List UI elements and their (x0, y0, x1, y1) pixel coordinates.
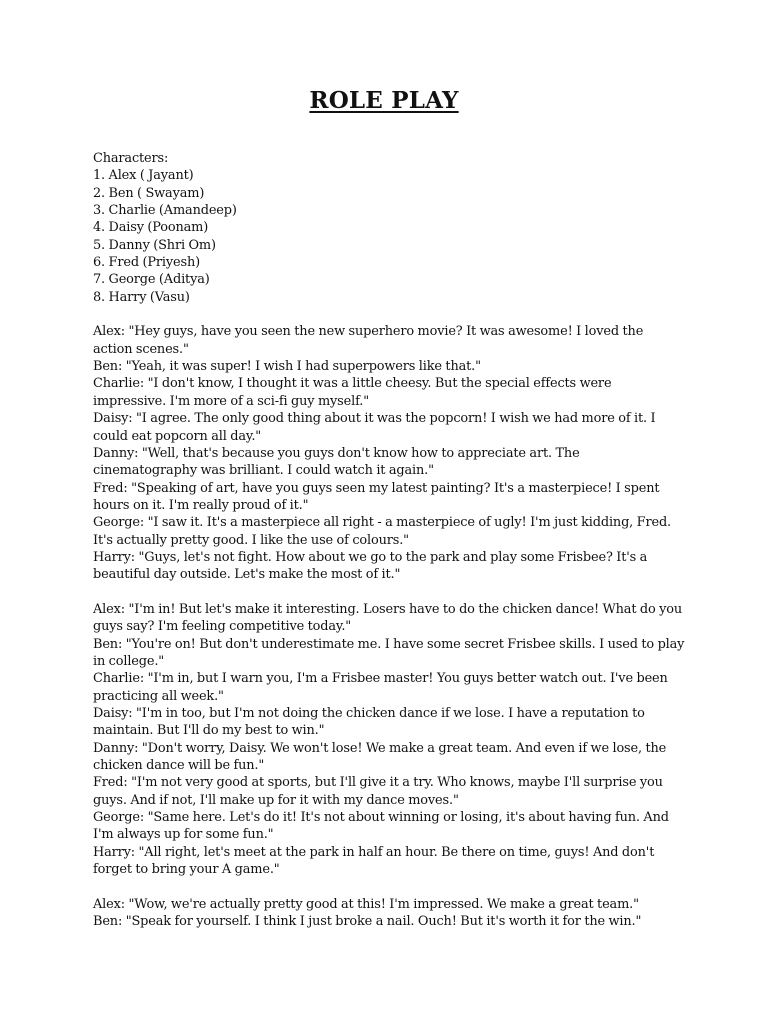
characters-section (93, 150, 693, 306)
dialogue-line: Charlie: "I'm in, but I warn you, I'm a Frisbee master! You guys better watch out. I've been (93, 671, 668, 687)
character-item: 3. Charlie (Amandeep) (93, 203, 237, 219)
dialogue-line: Harry: "Guys, let's not fight. How about we go to the park and play some Frisbee? It's a (93, 549, 648, 565)
paragraph-gap (93, 306, 693, 323)
character-item: 4. Daisy (Poonam) (93, 220, 209, 236)
dialogue-line: practicing all week." (93, 688, 224, 704)
dialogue-line: maintain. But I'll do my best to win." (93, 723, 325, 739)
scene-1-dialogue (93, 323, 693, 583)
dialogue-line: hours on it. I'm really proud of it." (93, 497, 309, 513)
paragraph-gap (93, 878, 693, 895)
dialogue-line: George: "I saw it. It's a masterpiece all right - a masterpiece of ugly! I'm just kidding, Fred. (93, 515, 672, 531)
dialogue-line: Fred: "I'm not very good at sports, but I'll give it a try. Who knows, maybe I'll surprise you (93, 775, 663, 791)
character-item: 8. Harry (Vasu) (93, 289, 190, 305)
dialogue-line: Harry: "All right, let's meet at the park in half an hour. Be there on time, guys! And don't (93, 844, 655, 860)
dialogue-line: chicken dance will be fun." (93, 758, 265, 774)
characters-list (93, 167, 693, 306)
dialogue-line: Alex: "Wow, we're actually pretty good at this! I'm impressed. We make a great team." (93, 896, 639, 912)
dialogue-line: It's actually pretty good. I like the use of colours." (93, 532, 409, 548)
character-item: 5. Danny (Shri Om) (93, 237, 216, 253)
dialogue-line: Daisy: "I'm in too, but I'm not doing the chicken dance if we lose. I have a reputation to (93, 706, 645, 721)
dialogue-line: Ben: "Yeah, it was super! I wish I had superpowers like that." (93, 359, 481, 375)
character-item: 1. Alex ( Jayant) (93, 168, 194, 184)
dialogue-line: Ben: "You're on! But don't underestimate me. I have some secret Frisbee skills. I used to play (93, 636, 685, 652)
dialogue-line: Alex: "I'm in! But let's make it interesting. Losers have to do the chicken dance! What do you (93, 601, 683, 617)
dialogue-line: in college." (93, 653, 165, 669)
character-item: 7. George (Aditya) (93, 272, 210, 288)
dialogue-line: Fred: "Speaking of art, have you guys seen my latest painting? It's a masterpiece! I spent (93, 480, 660, 496)
dialogue-line: could eat popcorn all day." (93, 428, 262, 444)
dialogue-line: Danny: "Well, that's because you guys don't know how to appreciate art. The (93, 445, 580, 461)
scene-3-dialogue (93, 896, 693, 931)
dialogue-line: impressive. I'm more of a sci-fi guy myself." (93, 393, 369, 409)
dialogue-line: I'm always up for some fun." (93, 827, 274, 843)
dialogue-line: Danny: "Don't worry, Daisy. We won't lose! We make a great team. And even if we lose, the (93, 740, 667, 756)
dialogue-line: George: "Same here. Let's do it! It's not about winning or losing, it's about having fun. And (93, 810, 669, 826)
character-item: 2. Ben ( Swayam) (93, 185, 205, 201)
document-body (93, 150, 693, 930)
dialogue-line: guys. And if not, I'll make up for it with my dance moves." (93, 792, 459, 808)
characters-heading: Characters: (93, 151, 169, 166)
dialogue-line: Charlie: "I don't know, I thought it was a little cheesy. But the special effects were (93, 376, 612, 392)
dialogue-line: Ben: "Speak for yourself. I think I just broke a nail. Ouch! But it's worth it for the win." (93, 914, 642, 930)
character-item: 6. Fred (Priyesh) (93, 255, 200, 271)
dialogue-line: Alex: "Hey guys, have you seen the new superhero movie? It was awesome! I loved the (93, 324, 644, 340)
dialogue-line: beautiful day outside. Let's make the most of it." (93, 567, 401, 583)
scene-2-dialogue (93, 601, 693, 879)
dialogue-line: action scenes." (93, 341, 189, 357)
paragraph-gap (93, 584, 693, 601)
dialogue-line: Daisy: "I agree. The only good thing about it was the popcorn! I wish we had more of it. I (93, 411, 656, 427)
document-title: ROLE PLAY (309, 87, 459, 114)
dialogue-line: guys say? I'm feeling competitive today." (93, 619, 352, 635)
dialogue-line: forget to bring your A game." (93, 862, 280, 878)
dialogue-line: cinematography was brilliant. I could watch it again." (93, 463, 434, 479)
